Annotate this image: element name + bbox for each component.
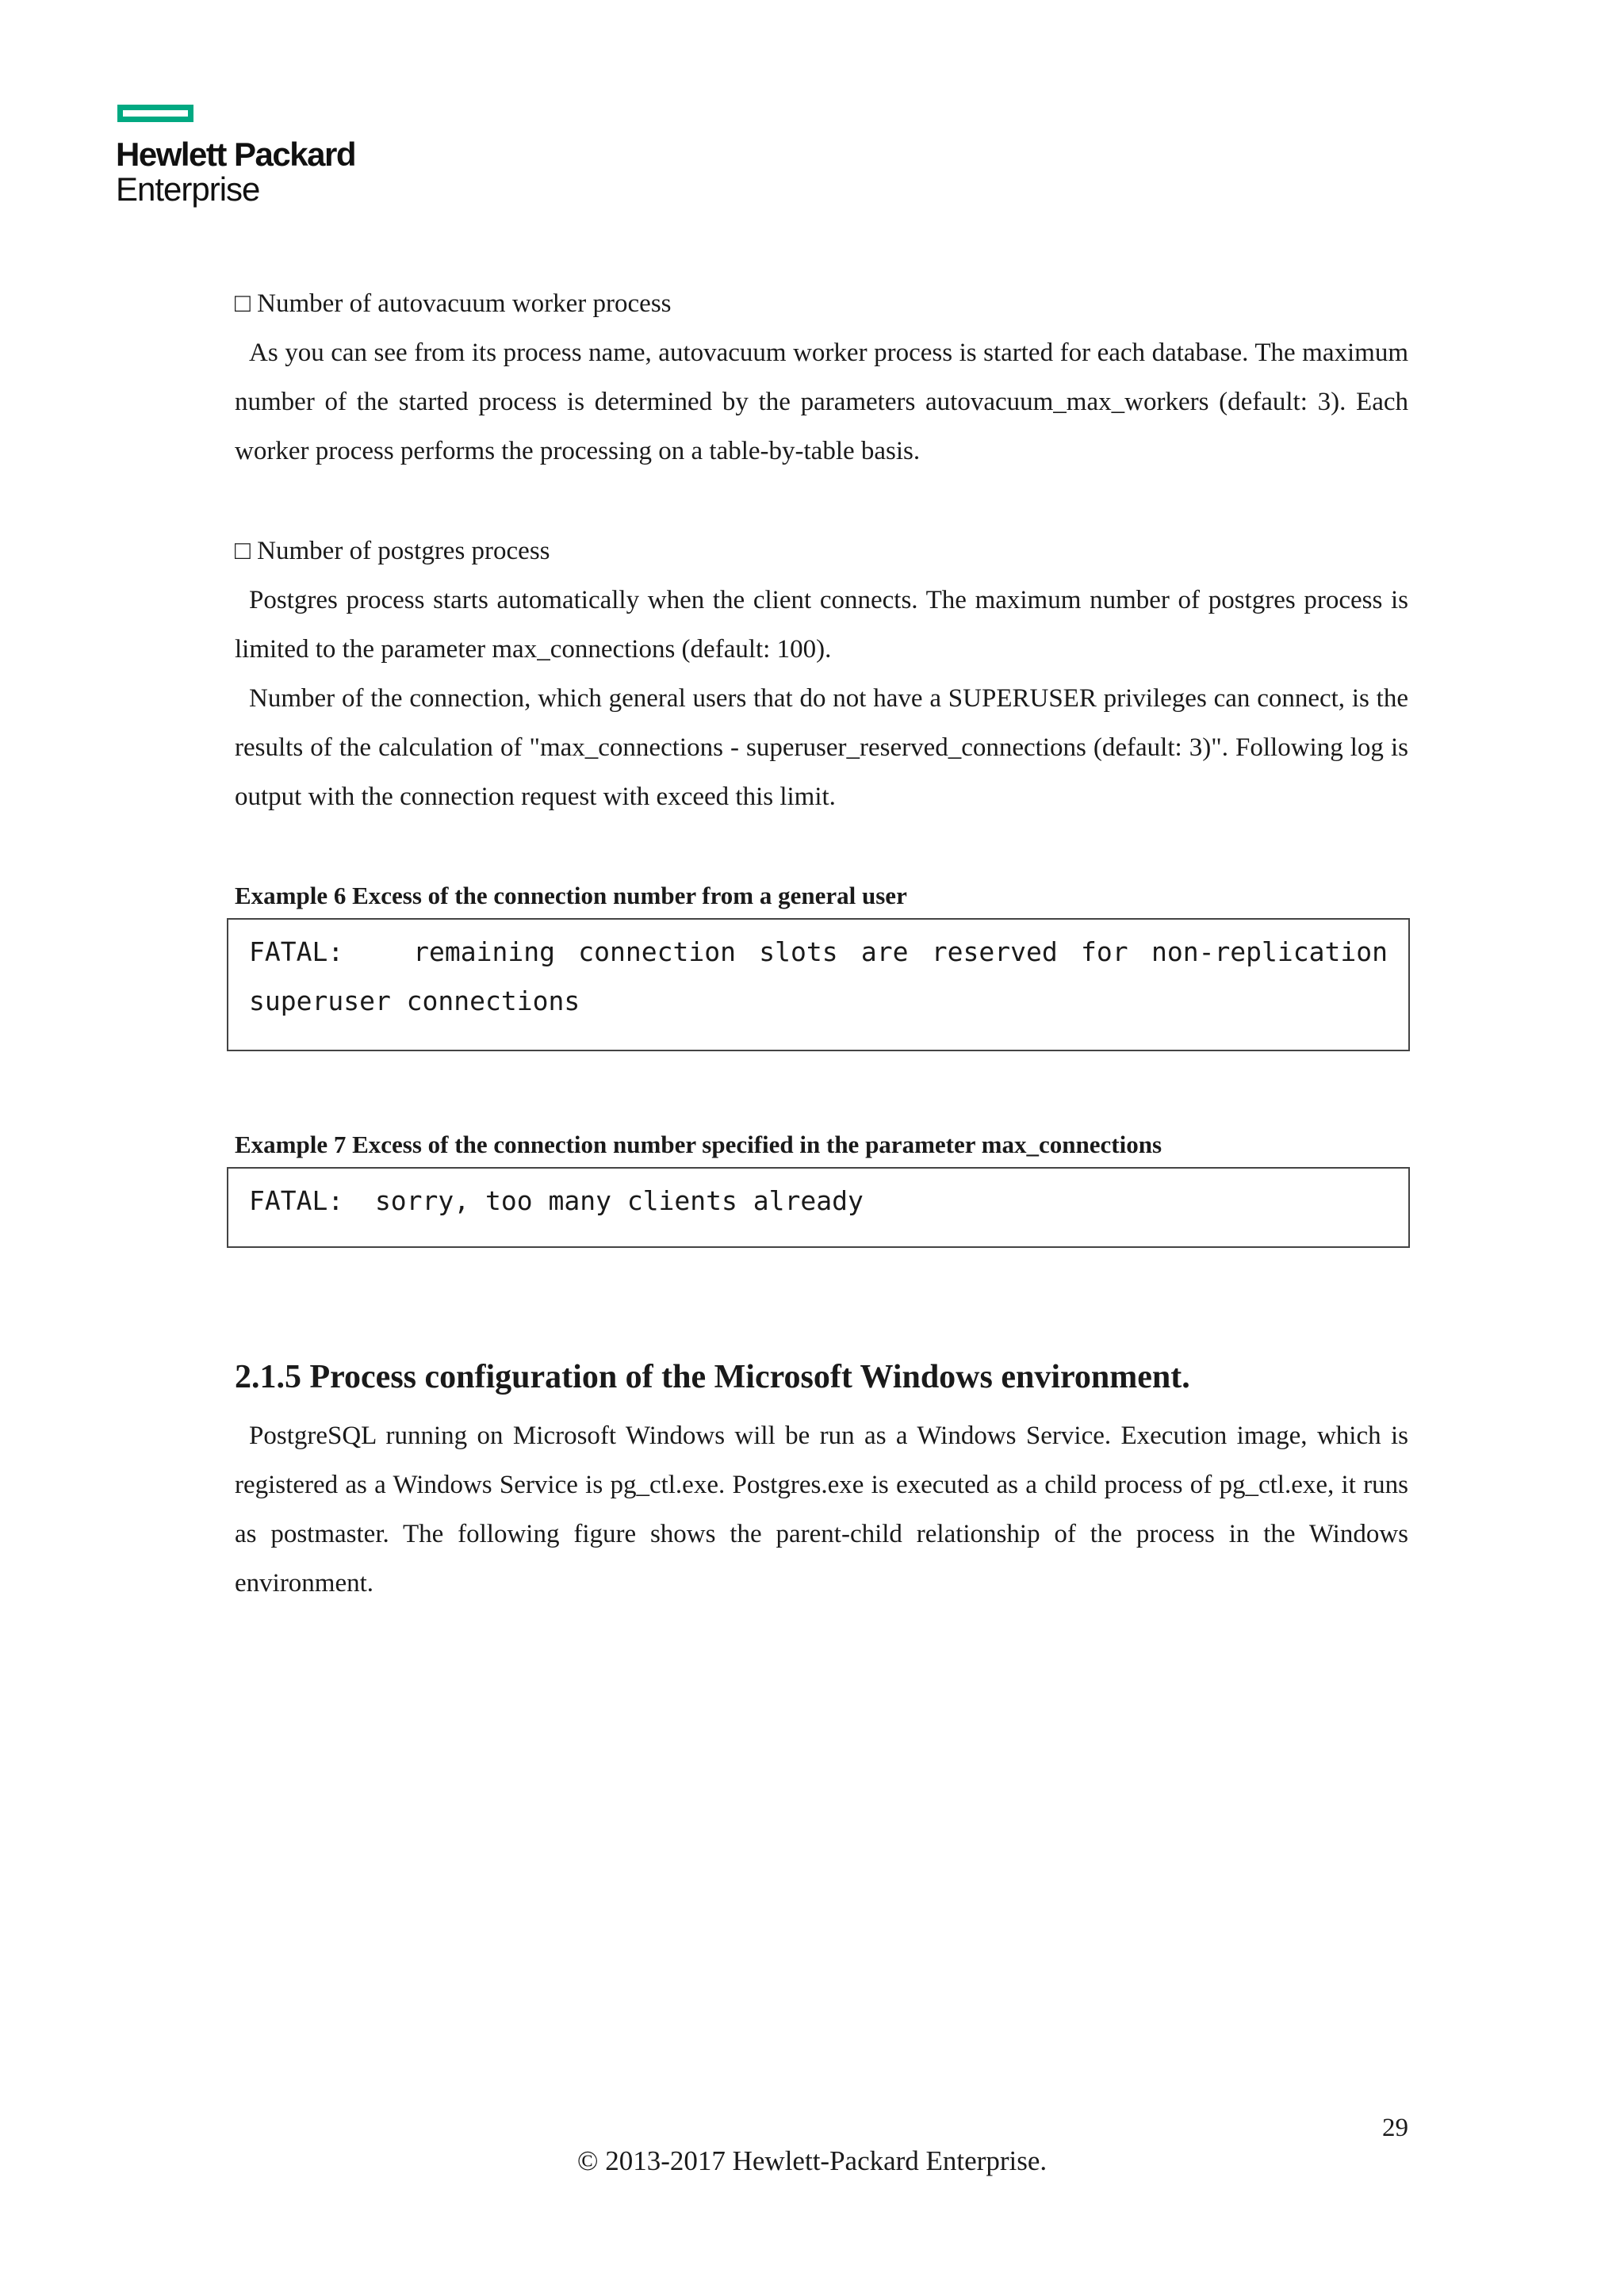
logo-line1: Hewlett Packard xyxy=(116,136,355,173)
example6-code-block: FATAL: remaining connection slots are reserved for non-replication superuser connections xyxy=(227,918,1410,1051)
logo-line2: Enterprise xyxy=(116,170,260,208)
postgres-heading: □ Number of postgres process xyxy=(235,537,550,565)
postgres-section xyxy=(235,526,1408,821)
autovacuum-paragraph: As you can see from its process name, autovacuum worker process is started for each database. The maximum number of the started process is determined by the parameters autovacuum_max_workers (default: 3). Each worker process performs the processing on a table-by-table basis. xyxy=(235,339,1408,465)
windows-section xyxy=(235,1411,1408,1608)
postgres-paragraph-2: Number of the connection, which general users that do not have a SUPERUSER privileges can connect, is the results of the calculation of "max_connections - superuser_reserved_connections (default: 3)". Following log is output with the connection request with exceed this limit. xyxy=(235,684,1408,811)
autovacuum-section xyxy=(235,279,1408,476)
example6-caption: Example 6 Excess of the connection number from a general user xyxy=(235,882,907,909)
windows-paragraph: PostgreSQL running on Microsoft Windows will be run as a Windows Service. Execution image, which is registered as a Windows Service is pg_ctl.exe. Postgres.exe is executed as a child process of pg_ctl.exe, it runs as postmaster. The following figure shows the parent-child relationship of the process in the Windows environment. xyxy=(235,1422,1408,1598)
hpe-logo-bar xyxy=(117,105,193,122)
copyright: © 2013-2017 Hewlett-Packard Enterprise. xyxy=(576,2145,1048,2176)
hpe-logo xyxy=(116,105,370,206)
example7-code-block: FATAL: sorry, too many clients already xyxy=(227,1167,1410,1248)
example7-caption: Example 7 Excess of the connection number specified in the parameter max_connections xyxy=(235,1131,1162,1158)
page-number: 29 xyxy=(1382,2114,1408,2142)
section-title: 2.1.5 Process configuration of the Microsoft Windows environment. xyxy=(235,1359,1190,1395)
postgres-paragraph-1: Postgres process starts automatically when the client connects. The maximum number of postgres process is limited to the parameter max_connections (default: 100). xyxy=(235,586,1408,664)
autovacuum-heading: □ Number of autovacuum worker process xyxy=(235,289,672,318)
